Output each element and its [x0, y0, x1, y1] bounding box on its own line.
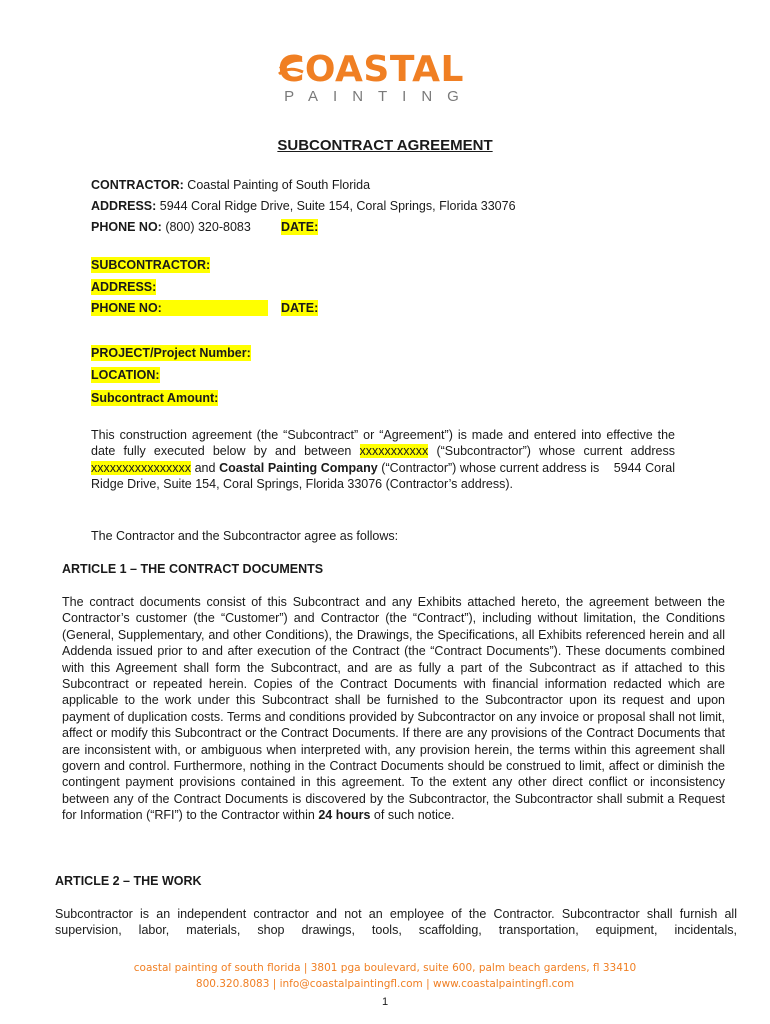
project-label: PROJECT/Project Number:	[91, 346, 251, 360]
article-1-heading: ARTICLE 1 – THE CONTRACT DOCUMENTS	[62, 562, 324, 576]
location-label: LOCATION:	[91, 368, 160, 382]
contractor-phone-line	[91, 219, 251, 235]
footer-address: coastal painting of south florida | 3801 pga boulevard, suite 600, palm beach gardens, fl 33410	[133, 962, 637, 974]
company-logo	[276, 49, 474, 106]
logo-subtitle: PAINTING	[284, 88, 474, 105]
article-2-heading: ARTICLE 2 – THE WORK	[55, 874, 202, 888]
contractor-address-label: ADDRESS:	[91, 199, 157, 213]
article-1-text: The contract documents consist of this Subcontract and any Exhibits attached hereto, the agreement between the Contractor’s customer (the “Customer”) and Contractor (the “Contract”), including without limitation, the Conditions (General, Supplementary, and other Conditions), the Drawings, the Specifications, all Exhibits referenced herein and all Addenda issued prior to and after execution of the Contract (the “Contract Documents”). These documents combined with this Agreement shall form the Subcontract, and are as fully a part of the Subcontract as if attached to this Subcontract or repeated herein. Copies of the Contract Documents with financial information redacted which are applicable to the work under this Subcontract shall be furnished to the Subcontractor upon its request and upon payment of duplication costs. Terms and conditions provided by Subcontractor on any invoice or proposal shall not limit, affect or modify this Subcontract or the Contract Documents. If there are any provisions of the Contract Documents that are inconsistent with, or ambiguous when interpreted with, any provision herein, the terms within this agreement shall govern and control. Furthermore, nothing in the Contract Documents should be construed to limit, affect or diminish the contingent payment provisions contained in this agreement. To the extent any other direct conflict or inconsistency between any of the Contract Documents is discovered by the Subcontractor, the Subcontractor shall submit a Request for Information (“RFI”) to the Contractor within	[62, 595, 725, 823]
article-1-body	[62, 594, 725, 824]
subcontractor-address-label: ADDRESS:	[91, 280, 157, 294]
agreement-statement: The Contractor and the Subcontractor agree as follows:	[91, 529, 399, 543]
contractor-address-line	[91, 198, 516, 214]
article-2-body: Subcontractor is an independent contractor and not an employee of the Contractor. Subcontractor shall furnish all supervision, labor, materials, shop drawings, tools, scaffolding, transportation, equipment, incidentals,	[55, 907, 737, 938]
intro-text-3: and	[191, 460, 220, 475]
footer-contact: 800.320.8083 | info@coastalpaintingfl.com | www.coastalpaintingfl.com	[195, 978, 575, 990]
page-number: 1	[381, 996, 389, 1008]
logo-wordmark: COASTAL	[278, 49, 464, 90]
article-1-text-end: of such notice.	[370, 808, 455, 823]
intro-paragraph	[91, 427, 675, 493]
company-name: Coastal Painting Company	[219, 460, 378, 475]
contractor-value: Coastal Painting of South Florida	[183, 178, 371, 192]
intro-text-4: (“Contractor”) whose current address is 5944 Coral Ridge Drive, Suite 154, Coral Springs, Florida 33076 (Contractor’s address).	[91, 460, 675, 492]
contractor-line	[91, 177, 370, 193]
subcontractor-date-label: DATE:	[281, 301, 319, 315]
subcontract-amount-label: Subcontract Amount:	[91, 391, 219, 405]
contractor-address-value: 5944 Coral Ridge Drive, Suite 154, Coral Springs, Florida 33076	[156, 199, 516, 213]
subcontractor-address-placeholder: xxxxxxxxxxxxxxxx	[91, 460, 191, 475]
contractor-label: CONTRACTOR:	[91, 178, 184, 192]
article-1-deadline: 24 hours	[318, 808, 371, 823]
contractor-phone-label: PHONE NO:	[91, 220, 162, 234]
contractor-date-label: DATE:	[281, 220, 319, 234]
subcontractor-name-placeholder: xxxxxxxxxxx	[359, 444, 429, 459]
subcontractor-phone-label: PHONE NO:	[91, 300, 268, 316]
intro-text-1: This construction agreement (the “Subcontract” or “Agreement”) is made and entered into effective the date fully executed below by and between	[91, 428, 675, 459]
subcontractor-label: SUBCONTRACTOR:	[91, 258, 211, 272]
contractor-phone-value: (800) 320-8083	[161, 220, 251, 234]
intro-text-2: (“Subcontractor”) whose current address	[428, 444, 676, 459]
document-title: SUBCONTRACT AGREEMENT	[277, 137, 493, 154]
